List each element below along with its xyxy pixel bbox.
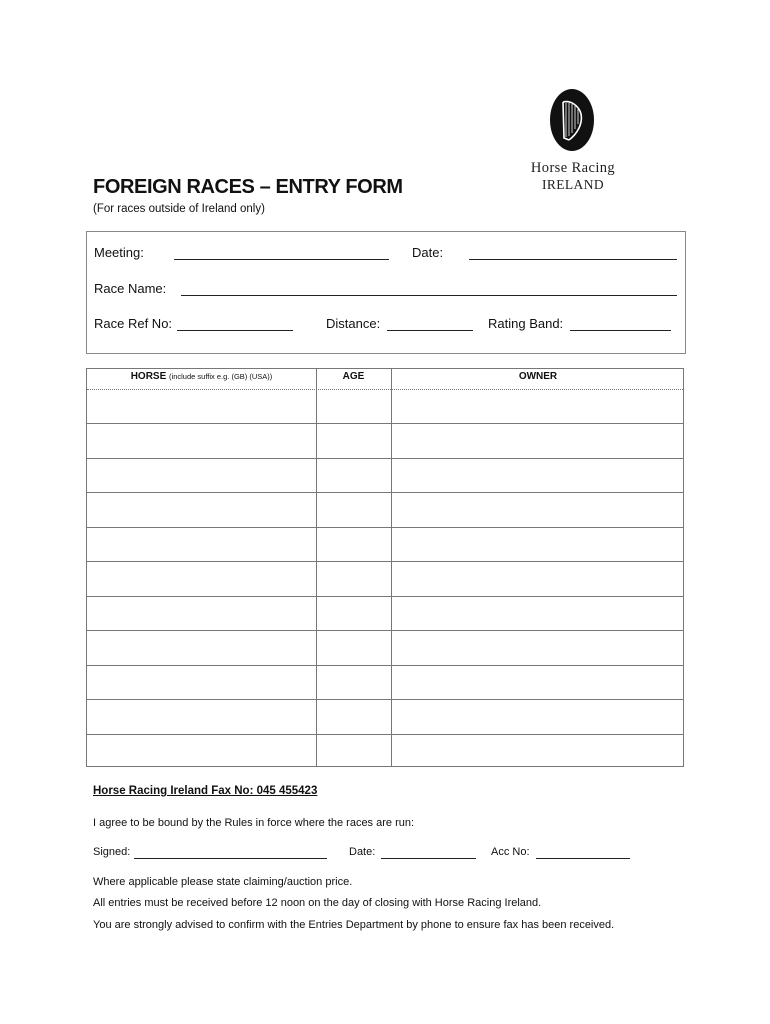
distance-label: Distance: [326, 316, 381, 331]
table-row-divider [87, 699, 683, 700]
horse-cell[interactable] [87, 596, 316, 630]
fax-number: Horse Racing Ireland Fax No: 045 455423 [93, 785, 318, 797]
acc-no-field[interactable] [536, 858, 630, 859]
table-row-divider [87, 458, 683, 459]
footer-date-label: Date: [349, 846, 376, 858]
meeting-label: Meeting: [94, 245, 144, 260]
age-cell[interactable] [316, 734, 391, 768]
owner-cell[interactable] [391, 596, 685, 630]
form-title: FOREIGN RACES – ENTRY FORM [93, 176, 403, 198]
owner-cell[interactable] [391, 527, 685, 561]
horse-cell[interactable] [87, 665, 316, 699]
horse-cell[interactable] [87, 458, 316, 492]
owner-cell[interactable] [391, 561, 685, 595]
horse-cell[interactable] [87, 699, 316, 733]
table-row-divider [87, 492, 683, 493]
signature-field[interactable] [134, 858, 327, 859]
race-ref-field[interactable] [177, 330, 293, 331]
owner-cell[interactable] [391, 492, 685, 526]
horse-header-note: (include suffix e.g. (GB) (USA)) [169, 372, 273, 381]
age-column-header: AGE [342, 371, 365, 382]
owner-cell[interactable] [391, 699, 685, 733]
owner-cell[interactable] [391, 423, 685, 457]
agreement-text: I agree to be bound by the Rules in force where the races are run: [93, 817, 415, 829]
horse-cell[interactable] [87, 630, 316, 664]
distance-field[interactable] [387, 330, 473, 331]
table-row-divider [87, 665, 683, 666]
deadline-note: All entries must be received before 12 noon on the day of closing with Horse Racing Ireland. [93, 897, 542, 909]
horse-cell[interactable] [87, 389, 316, 423]
acc-no-label: Acc No: [491, 846, 530, 858]
rating-band-label: Rating Band: [488, 316, 564, 331]
owner-cell[interactable] [391, 389, 685, 423]
horse-cell[interactable] [87, 492, 316, 526]
logo-text-line1: Horse Racing [530, 160, 616, 176]
age-cell[interactable] [316, 630, 391, 664]
footer-date-field[interactable] [381, 858, 476, 859]
owner-column-header: OWNER [518, 371, 558, 382]
horse-cell[interactable] [87, 734, 316, 768]
date-field[interactable] [469, 259, 677, 260]
age-cell[interactable] [316, 561, 391, 595]
age-cell[interactable] [316, 527, 391, 561]
owner-cell[interactable] [391, 665, 685, 699]
owner-cell[interactable] [391, 458, 685, 492]
horse-column-header: HORSE (include suffix e.g. (GB) (USA)) [130, 371, 273, 382]
age-cell[interactable] [316, 458, 391, 492]
table-row-divider [87, 734, 683, 735]
table-row-divider [87, 630, 683, 631]
date-label: Date: [412, 245, 444, 260]
race-name-label: Race Name: [94, 281, 167, 296]
logo-text-line2: IRELAND [541, 177, 605, 192]
table-row-divider [87, 423, 683, 424]
claiming-note: Where applicable please state claiming/auction price. [93, 876, 353, 888]
horse-cell[interactable] [87, 527, 316, 561]
age-cell[interactable] [316, 423, 391, 457]
table-row-divider [87, 527, 683, 528]
age-cell[interactable] [316, 596, 391, 630]
meeting-field[interactable] [174, 259, 389, 260]
confirm-note: You are strongly advised to confirm with the Entries Department by phone to ensure fax has been received. [93, 919, 615, 931]
horse-cell[interactable] [87, 561, 316, 595]
race-name-field[interactable] [181, 295, 677, 296]
age-cell[interactable] [316, 699, 391, 733]
rating-band-field[interactable] [570, 330, 671, 331]
table-row-divider [87, 596, 683, 597]
signed-label: Signed: [93, 846, 131, 858]
age-cell[interactable] [316, 389, 391, 423]
age-cell[interactable] [316, 665, 391, 699]
form-subtitle: (For races outside of Ireland only) [93, 203, 265, 215]
race-ref-label: Race Ref No: [94, 316, 173, 331]
horse-cell[interactable] [87, 423, 316, 457]
owner-cell[interactable] [391, 630, 685, 664]
entries-table [86, 368, 684, 767]
table-row-divider [87, 561, 683, 562]
harp-icon [549, 88, 595, 152]
owner-cell[interactable] [391, 734, 685, 768]
race-details-box [86, 231, 686, 354]
age-cell[interactable] [316, 492, 391, 526]
